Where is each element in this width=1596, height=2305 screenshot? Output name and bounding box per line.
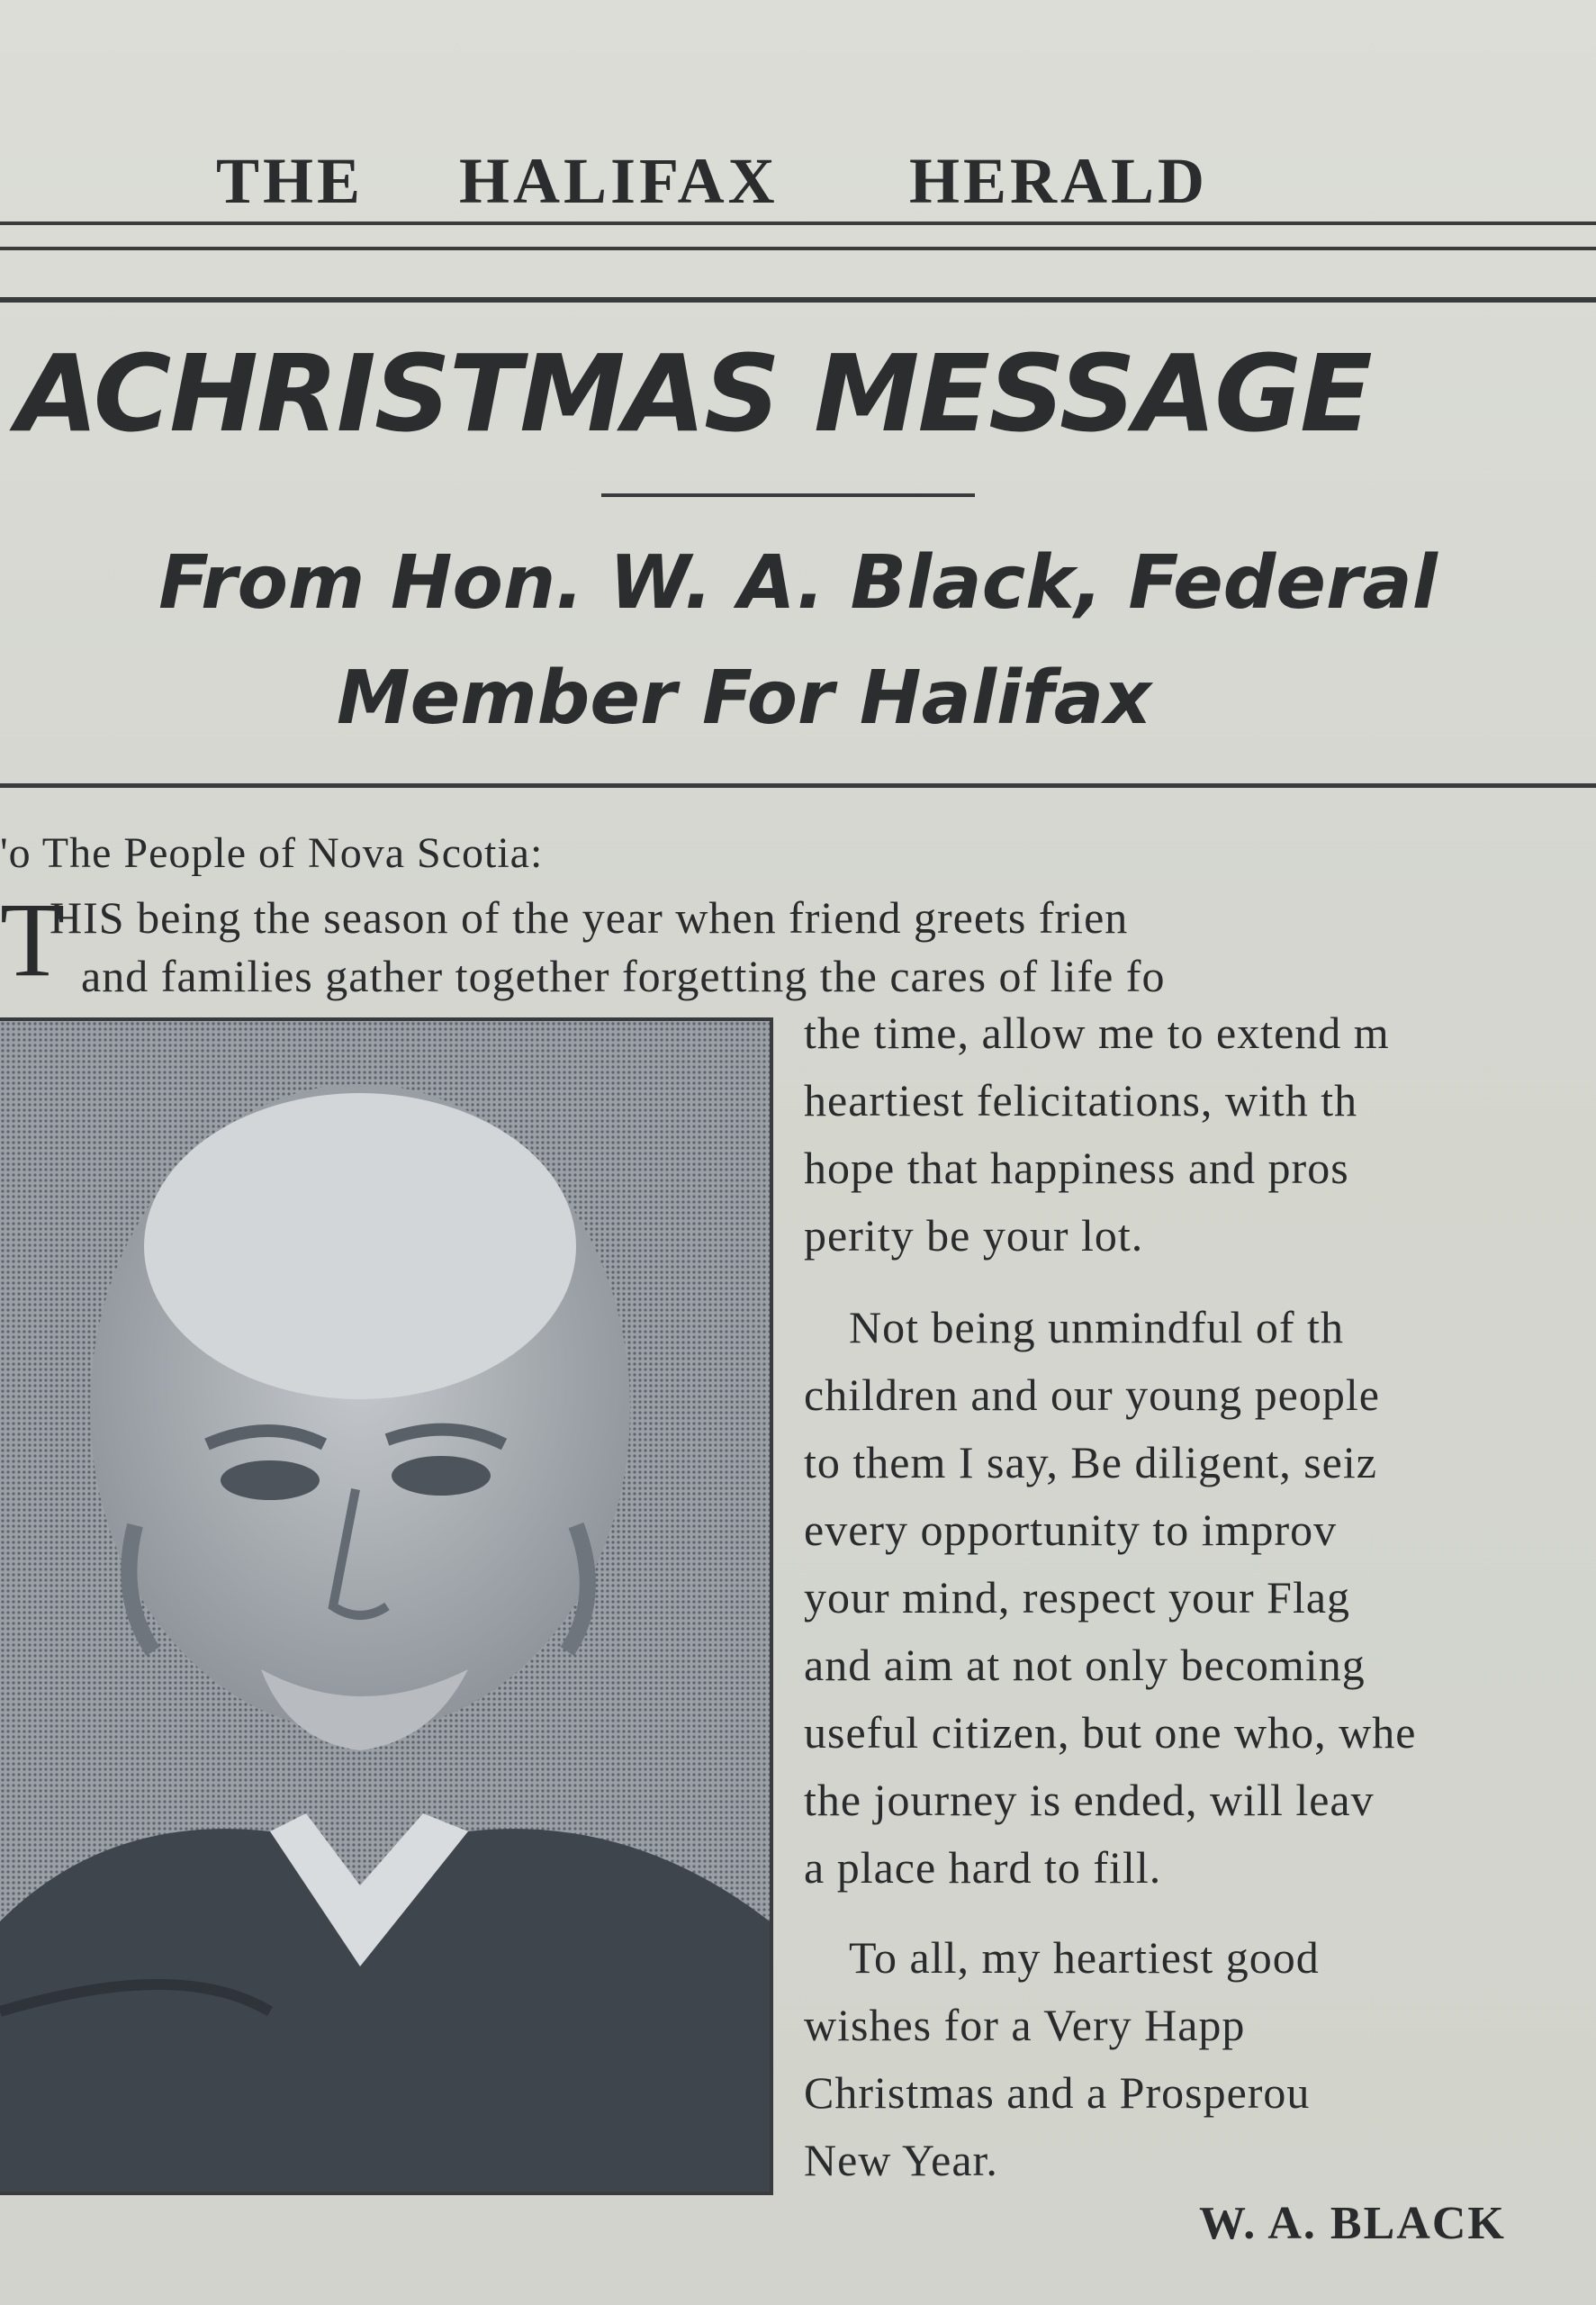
column-line: Not being unmindful of th — [849, 1302, 1344, 1352]
column-line: to them I say, Be diligent, seiz — [804, 1437, 1377, 1487]
portrait-icon — [0, 1021, 770, 2192]
headline: ACHRISTMAS MESSAGE — [16, 331, 1371, 456]
column-line: a place hard to fill. — [804, 1842, 1162, 1893]
column-line: wishes for a Very Happ — [804, 2000, 1246, 2050]
intro-line: and families gather together forgetting the cares of life fo — [81, 951, 1166, 1001]
column-line: Christmas and a Prosperou — [804, 2067, 1311, 2118]
column-line: hope that happiness and pros — [804, 1143, 1349, 1193]
masthead-rule-top — [0, 221, 1596, 225]
column-line: heartiest felicitations, with th — [804, 1075, 1358, 1125]
salutation: 'o The People of Nova Scotia: — [0, 829, 544, 877]
drop-cap: T — [0, 881, 66, 999]
subheadline-line-2: Member For Halifax — [336, 655, 1151, 741]
column-line: the time, allow me to extend m — [804, 1008, 1390, 1058]
portrait-photo — [0, 1017, 773, 2195]
masthead-rule-bottom — [0, 247, 1596, 250]
column-line: To all, my heartiest good — [849, 1932, 1320, 1983]
column-line: useful citizen, but one who, whe — [804, 1707, 1417, 1758]
column-line: New Year. — [804, 2135, 998, 2185]
column-line: and aim at not only becoming — [804, 1640, 1366, 1690]
article-rule — [0, 783, 1596, 788]
column-line: perity be your lot. — [804, 1210, 1144, 1261]
column-line: the journey is ended, will leav — [804, 1775, 1375, 1825]
short-divider — [601, 493, 975, 497]
masthead-word-the: THE — [216, 145, 365, 217]
column-line: your mind, respect your Flag — [804, 1572, 1351, 1623]
headline-rule — [0, 297, 1596, 303]
masthead-word-halifax: HALIFAX — [459, 145, 779, 217]
intro-line: HIS being the season of the year when friend greets frien — [50, 892, 1129, 943]
column-line: children and our young people — [804, 1369, 1380, 1420]
subheadline-line-1: From Hon. W. A. Black, Federal — [158, 540, 1438, 626]
column-line: every opportunity to improv — [804, 1505, 1338, 1555]
masthead-word-herald: HERALD — [909, 145, 1209, 217]
signature: W. A. BLACK — [1199, 2198, 1506, 2249]
